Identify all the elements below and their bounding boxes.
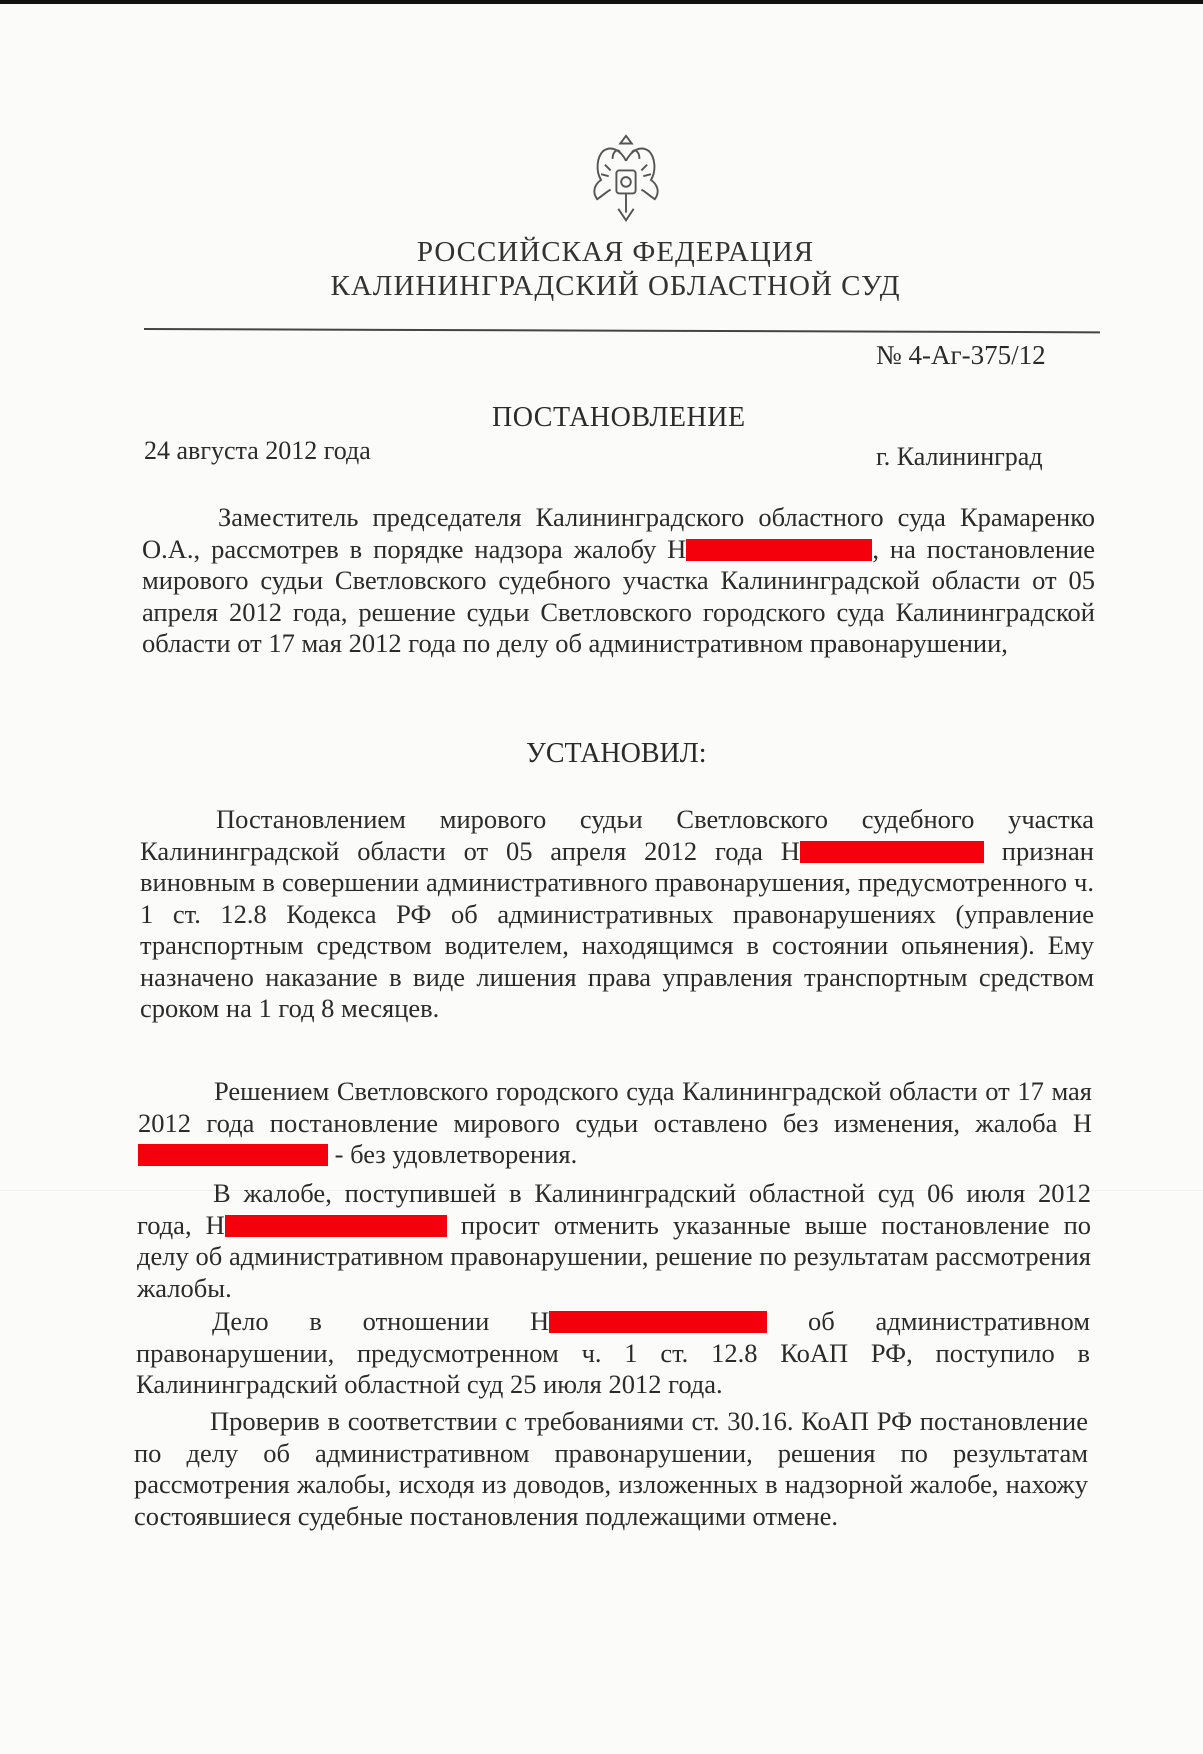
document-city: г. Калининград (876, 442, 1043, 471)
header-country: РОССИЙСКАЯ ФЕДЕРАЦИЯ (416, 236, 815, 268)
redaction-box (225, 1215, 447, 1237)
finding-paragraph-1 (140, 804, 1094, 1025)
text-segment: Заместитель председателя Калининградского областного суда Крамаренко О.А., рассмотрев в порядке надзора жалобу Н (142, 502, 1095, 564)
text-segment: В жалобе, поступившей в Калининградский областной суд 06 июля 2012 года, Н (137, 1178, 1091, 1240)
section-heading: УСТАНОВИЛ: (526, 738, 707, 769)
paper-fold-line (0, 1190, 1203, 1191)
document-date: 24 августа 2012 года (144, 436, 371, 465)
finding-paragraph-5: Проверив в соответствии с требованиями ст. 30.16. КоАП РФ постановление по делу об административном правонарушении, решения по результатам рассмотрения жалобы, исходя из доводов, изложенных в надзорной жалобе, нахожу состоявшиеся судебные постановления подлежащими отмене. (134, 1406, 1088, 1531)
redaction-box (686, 539, 872, 561)
header-divider (144, 328, 1100, 333)
text-segment: признан виновным в совершении административного правонарушения, предусмотренного ч. 1 ст. 12.8 Кодекса РФ об административных правонарушениях (управление транспортным средством водителем, находящимся в состоянии опьянения). Ему назначено наказание в виде лишения права управления транспортным средством сроком на 1 год 8 месяцев. (140, 835, 1094, 1023)
text-segment: , на постановление мирового судьи Светловского судебного участка Калининградской области от 05 апреля 2012 года, решение судьи Светловского городского суда Калининградской области от 17 мая 2012 года по делу об административном правонарушении, (142, 533, 1096, 658)
finding-paragraph-2 (138, 1076, 1092, 1171)
text-segment: - без удовлетворения. (328, 1139, 578, 1169)
intro-paragraph (142, 502, 1095, 660)
text-segment: Решением Светловского городского суда Калининградской области от 17 мая 2012 года постановление мирового судьи оставлено без изменения, жалоба Н (138, 1076, 1092, 1138)
russian-coat-of-arms-icon (578, 132, 674, 228)
header-court: КАЛИНИНГРАДСКИЙ ОБЛАСТНОЙ СУД (330, 270, 901, 302)
finding-paragraph-3 (137, 1178, 1091, 1304)
text-segment: Дело в отношении Н (212, 1306, 550, 1336)
text-segment: Постановлением мирового судьи Светловского судебного участка Калининградской области от 05 апреля 2012 года Н (140, 804, 1094, 866)
redaction-box (800, 841, 984, 863)
case-number: № 4-Аг-375/12 (876, 340, 1046, 370)
finding-paragraph-4 (136, 1306, 1090, 1401)
text-segment: просит отменить указанные выше постановление по делу об административном правонарушении, решение по результатам рассмотрения жалобы. (137, 1209, 1092, 1303)
document-title: ПОСТАНОВЛЕНИЕ (492, 402, 746, 433)
text-segment: об административном правонарушении, предусмотренном ч. 1 ст. 12.8 КоАП РФ, поступило в Калининградский областной суд 25 июля 2012 года. (136, 1306, 1090, 1399)
redaction-box (549, 1311, 767, 1333)
scan-top-edge (0, 0, 1203, 4)
redaction-box (138, 1144, 328, 1166)
